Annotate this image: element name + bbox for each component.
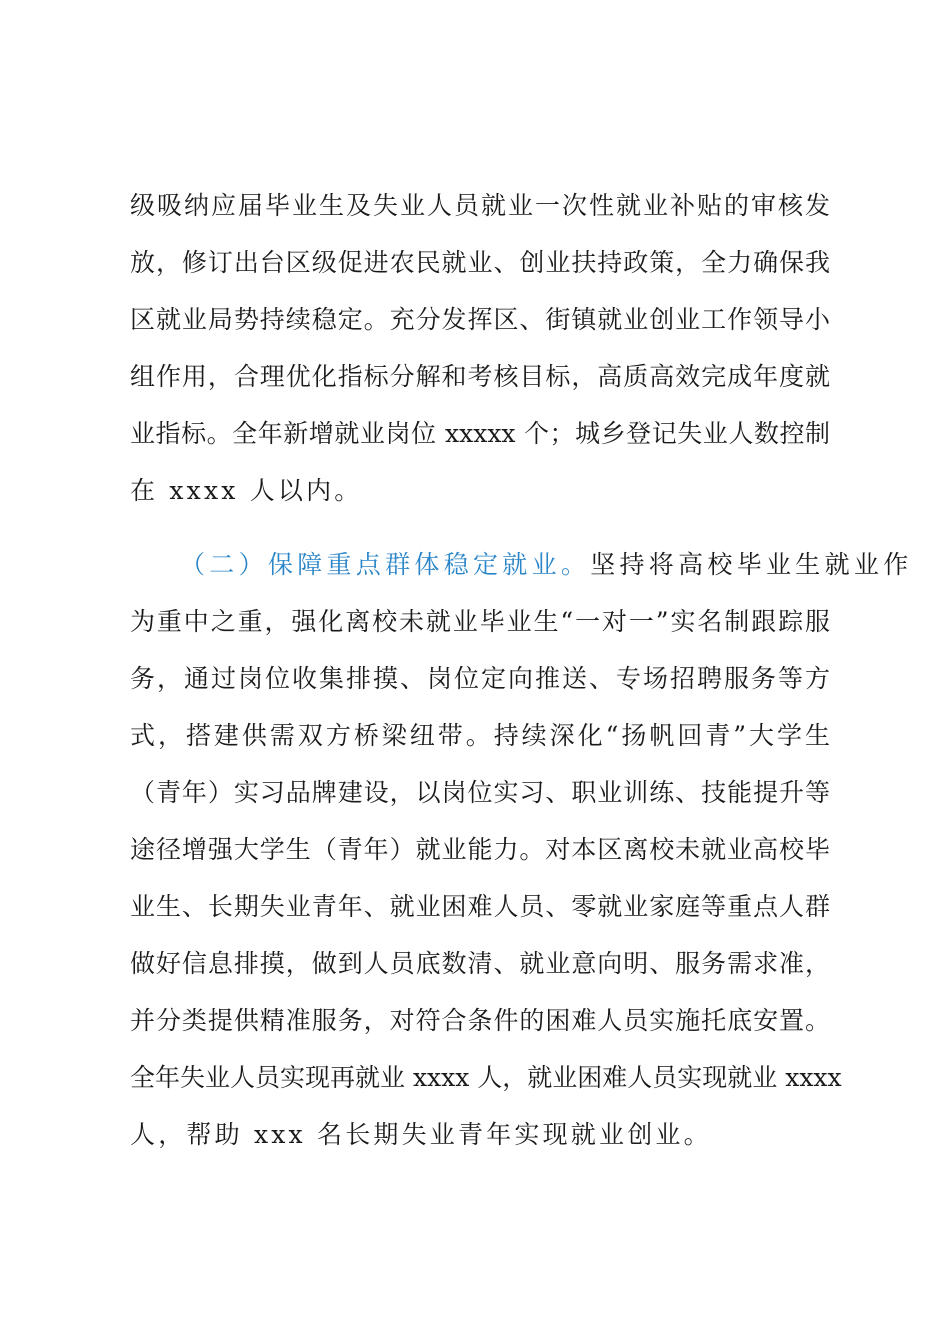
paragraph-line: 业指标。全年新增就业岗位 xxxxx 个；城乡登记失业人数控制	[130, 419, 830, 448]
paragraph-line: 业生、长期失业青年、就业困难人员、零就业家庭等重点人群	[130, 892, 830, 921]
paragraph-line: 组作用，合理优化指标分解和考核目标，高质高效完成年度就	[130, 362, 830, 391]
paragraph-line: 为重中之重，强化离校未就业毕业生“一对一”实名制跟踪服	[130, 607, 830, 636]
paragraph-line: 级吸纳应届毕业生及失业人员就业一次性就业补贴的审核发	[130, 191, 830, 220]
paragraph-line: 务，通过岗位收集排摸、岗位定向推送、专场招聘服务等方	[130, 664, 830, 693]
paragraph-line: （青年）实习品牌建设，以岗位实习、职业训练、技能提升等	[130, 778, 830, 807]
section-heading: （二）保障重点群体稳定就业。	[180, 550, 591, 579]
paragraph-line: 全年失业人员实现再就业 xxxx 人，就业困难人员实现就业 xxxx	[130, 1063, 842, 1092]
paragraph-line: 人，帮助 xxx 名长期失业青年实现就业创业。	[130, 1120, 712, 1149]
paragraph-line: 途径增强大学生（青年）就业能力。对本区离校未就业高校毕	[130, 835, 830, 864]
paragraph-text: 坚持将高校毕业生就业作	[590, 550, 913, 579]
paragraph-line: 在 xxxx 人以内。	[130, 476, 363, 505]
section-first-line	[180, 545, 913, 585]
paragraph-line: 并分类提供精准服务，对符合条件的困难人员实施托底安置。	[130, 1006, 830, 1035]
paragraph-line: 区就业局势持续稳定。充分发挥区、街镇就业创业工作领导小	[130, 305, 830, 334]
paragraph-line: 式，搭建供需双方桥梁纽带。持续深化“扬帆回青”大学生	[130, 721, 830, 750]
paragraph-line: 做好信息排摸，做到人员底数清、就业意向明、服务需求准，	[130, 949, 830, 978]
paragraph-line: 放，修订出台区级促进农民就业、创业扶持政策，全力确保我	[130, 248, 830, 277]
